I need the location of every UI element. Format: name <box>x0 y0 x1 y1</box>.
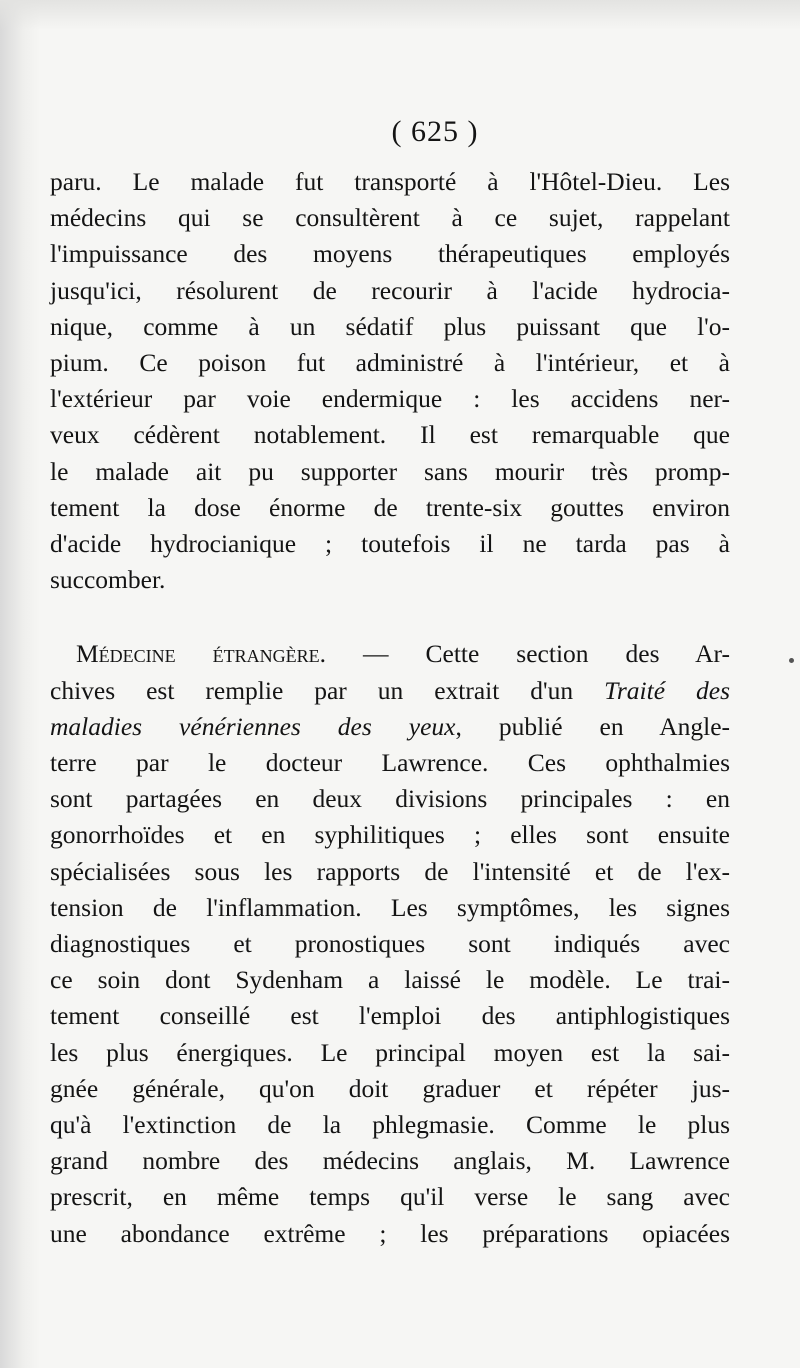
text-line: ce soin dont Sydenham a laissé le modèle. Le trai- <box>50 965 730 995</box>
text-line <box>50 673 730 709</box>
section-first-line <box>50 636 730 672</box>
section-heading: Médecine étrangère. <box>76 639 327 669</box>
text-line: pium. Ce poison fut administré à l'intérieur, et à <box>50 348 730 378</box>
text-line: tement la dose énorme de trente-six gouttes environ <box>50 492 730 522</box>
text-line: prescrit, en même temps qu'il verse le sang avec <box>50 1182 730 1212</box>
text-line: spécialisées sous les rapports de l'intensité et de l'ex- <box>50 856 730 886</box>
text-span: chives est remplie par un extrait d'un <box>50 675 605 705</box>
text-line: jusqu'ici, résolurent de recourir à l'acide hydrocia- <box>50 275 730 305</box>
text-line: d'acide hydrocianique ; toutefois il ne tarda pas à <box>50 529 730 559</box>
text-line: succomber. <box>50 565 166 595</box>
binding-shadow <box>0 0 40 1368</box>
text-line: tement conseillé est l'emploi des antiphlogistiques <box>50 1001 730 1031</box>
text-line: terre par le docteur Lawrence. Ces ophthalmies <box>50 748 730 778</box>
text-line: nique, comme à un sédatif plus puissant que l'o- <box>50 311 730 341</box>
margin-dot <box>789 658 794 663</box>
text-line: une abondance extrême ; les préparations opiacées <box>50 1218 730 1248</box>
text-line: gonorrhoïdes et en syphilitiques ; elles sont ensuite <box>50 820 730 850</box>
paragraph-1 <box>50 164 730 598</box>
text-line: l'impuissance des moyens thérapeutiques employés <box>50 239 730 269</box>
text-line: gnée générale, qu'on doit graduer et répéter jus- <box>50 1073 730 1103</box>
page-number: ( 625 ) <box>391 115 479 148</box>
top-edge-shadow <box>0 0 800 30</box>
text-line: diagnostiques et pronostiques sont indiqués avec <box>50 929 730 959</box>
book-title: Traité des <box>604 675 730 705</box>
text-line: le malade ait pu supporter sans mourir très promp- <box>50 456 730 486</box>
text-line: sont partagées en deux divisions principales : en <box>50 784 730 814</box>
book-title: maladies vénériennes des yeux <box>50 711 456 741</box>
text-line: qu'à l'extinction de la phlegmasie. Comme le plus <box>50 1110 730 1140</box>
page-text <box>50 104 730 1252</box>
text-line: l'extérieur par voie endermique : les accidens ner- <box>50 384 730 414</box>
section-medecine-etrangere <box>50 636 730 1251</box>
text-line <box>50 709 730 745</box>
text-line: paru. Le malade fut transporté à l'Hôtel-Dieu. Les <box>50 167 730 196</box>
em-dash: — <box>326 639 426 669</box>
text-span: Cette section des Ar- <box>425 639 730 669</box>
text-line: les plus énergiques. Le principal moyen est la sai- <box>50 1037 730 1067</box>
text-line: tension de l'inflammation. Les symptômes, les signes <box>50 892 730 922</box>
text-line: veux cédèrent notablement. Il est remarquable que <box>50 420 730 450</box>
text-line: grand nombre des médecins anglais, M. Lawrence <box>50 1146 730 1176</box>
text-line: médecins qui se consultèrent à ce sujet, rappelant <box>50 203 730 233</box>
text-span: , publié en Angle- <box>455 711 730 741</box>
